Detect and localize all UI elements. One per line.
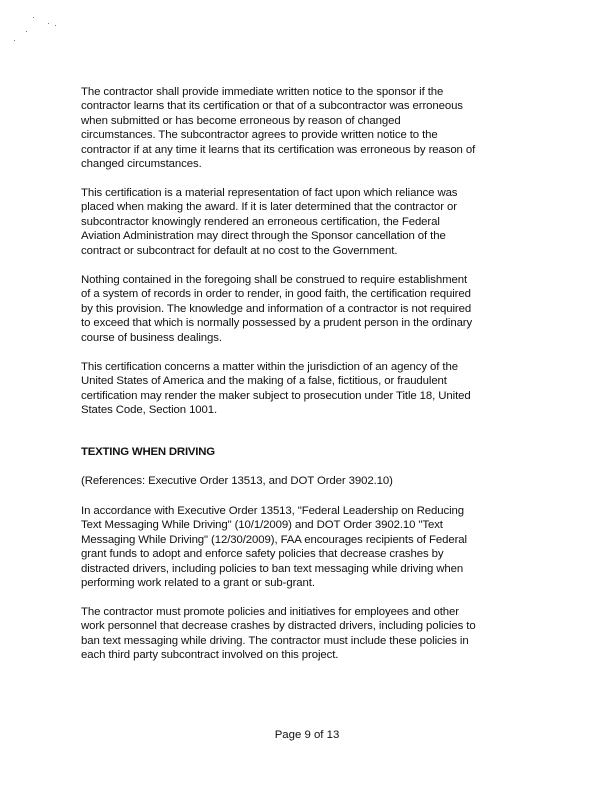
- text-line: performing work related to a grant or sub-grant.: [81, 577, 315, 590]
- text-line: contractor if at any time it learns that its certification was erroneous by reason of: [81, 143, 476, 156]
- scan-speck: [48, 23, 49, 24]
- text-line: work personnel that decrease crashes by distracted drivers, including policies to: [81, 620, 476, 633]
- text-line: subcontractor knowingly rendered an erroneous certification, the Federal: [81, 215, 440, 228]
- text-line: The contractor must promote policies and initiatives for employees and other: [81, 606, 459, 618]
- text-line: Nothing contained in the foregoing shall be construed to require establishment: [81, 274, 468, 286]
- text-line: to exceed that which is normally possessed by a prudent person in the ordinary: [81, 317, 473, 330]
- text-line: In accordance with Executive Order 13513, "Federal Leadership on Reducing: [81, 505, 464, 517]
- text-line: distracted drivers, including policies to ban text messaging while driving when: [81, 562, 464, 575]
- paragraph-contractor-policies: [81, 605, 476, 663]
- scan-speck: [26, 31, 27, 32]
- text-line: This certification concerns a matter within the jurisdiction of an agency of the: [81, 361, 458, 373]
- text-line: of a system of records in order to render, in good faith, the certification required: [81, 288, 471, 301]
- text-line: Text Messaging While Driving" (10/1/2009) and DOT Order 3902.10 "Text: [81, 519, 443, 532]
- paragraph-jurisdiction: [81, 360, 471, 418]
- paragraph-written-notice: [81, 85, 475, 171]
- text-line: contractor learns that its certification or that of a subcontractor was erroneous: [81, 100, 463, 113]
- text-line: course of business dealings.: [81, 331, 222, 344]
- text-line: contract or subcontract for default at no cost to the Government.: [81, 244, 398, 257]
- scan-speck: [33, 17, 34, 18]
- page-number: Page 9 of 13: [274, 729, 340, 741]
- text-line: each third party subcontract involved on this project.: [81, 649, 339, 662]
- text-line: ban text messaging while driving. The contractor must include these policies in: [81, 634, 469, 647]
- text-line: circumstances. The subcontractor agrees to provide written notice to the: [81, 129, 438, 142]
- references-line: [81, 474, 393, 488]
- text-line: States Code, Section 1001.: [81, 404, 218, 417]
- text-line: placed when making the award. If it is later determined that the contractor or: [81, 201, 457, 214]
- text-line: Aviation Administration may direct through the Sponsor cancellation of the: [81, 230, 446, 243]
- scan-speck: [14, 40, 15, 41]
- text-line: certification may render the maker subject to prosecution under Title 18, United: [81, 389, 471, 402]
- text-line: changed circumstances.: [81, 158, 202, 171]
- text-line: This certification is a material representation of fact upon which reliance was: [81, 187, 458, 199]
- text-line: when submitted or has become erroneous by reason of changed: [81, 114, 401, 127]
- paragraph-material-representation: [81, 186, 457, 258]
- text-line: Messaging While Driving" (12/30/2009), FAA encourages recipients of Federal: [81, 533, 467, 546]
- section-heading: TEXTING WHEN DRIVING: [81, 446, 215, 458]
- text-line: by this provision. The knowledge and information of a contractor is not required: [81, 302, 472, 315]
- text-line: grant funds to adopt and enforce safety policies that decrease crashes by: [81, 548, 444, 561]
- scan-speck: [55, 25, 56, 26]
- paragraph-records: [81, 273, 472, 345]
- text-line: (References: Executive Order 13513, and DOT Order 3902.10): [81, 475, 393, 487]
- text-line: United States of America and the making of a false, fictitious, or fraudulent: [81, 375, 447, 388]
- text-line: The contractor shall provide immediate written notice to the sponsor if the: [81, 86, 444, 98]
- paragraph-executive-order: [81, 504, 467, 590]
